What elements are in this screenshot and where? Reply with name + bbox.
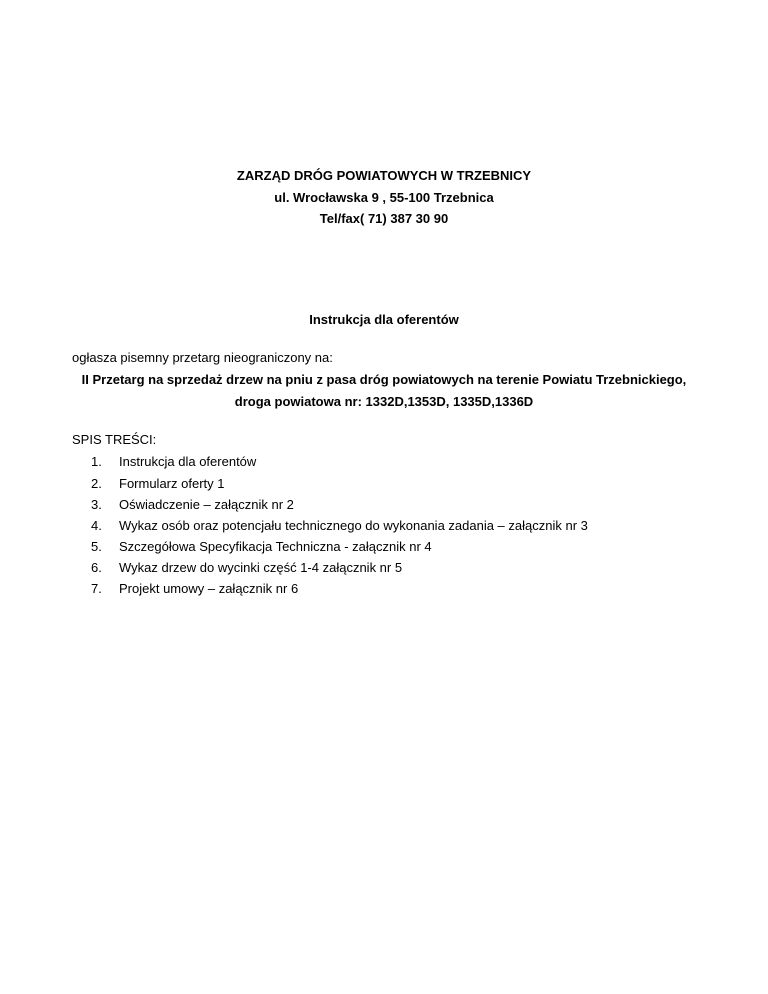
toc-item-text: Projekt umowy – załącznik nr 6	[119, 581, 299, 596]
organization-address: ul. Wrocławska 9 , 55-100 Trzebnica	[274, 190, 494, 205]
toc-item-number: 1.	[91, 454, 102, 469]
subject-line-2: droga powiatowa nr: 1332D,1353D, 1335D,1336D	[234, 394, 534, 409]
toc-item-number: 3.	[91, 497, 102, 512]
toc-item-text: Oświadczenie – załącznik nr 2	[119, 497, 294, 512]
announcement-text: ogłasza pisemny przetarg nieograniczony na:	[72, 350, 333, 365]
organization-name: ZARZĄD DRÓG POWIATOWYCH W TRZEBNICY	[236, 168, 532, 183]
subject-line-1: II Przetarg na sprzedaż drzew na pniu z pasa dróg powiatowych na terenie Powiatu Trzebnickiego,	[81, 372, 687, 387]
toc-heading: SPIS TREŚCI:	[72, 432, 157, 447]
toc-item-text: Szczegółowa Specyfikacja Techniczna - załącznik nr 4	[119, 539, 432, 554]
toc-item-text: Wykaz osób oraz potencjału technicznego do wykonania zadania – załącznik nr 3	[119, 518, 588, 533]
organization-phone: Tel/fax( 71) 387 30 90	[319, 211, 449, 226]
toc-item-text: Formularz oferty 1	[119, 476, 225, 491]
toc-item-text: Instrukcja dla oferentów	[119, 454, 257, 469]
toc-item-number: 6.	[91, 560, 102, 575]
toc-item-number: 2.	[91, 476, 102, 491]
document-title: Instrukcja dla oferentów	[309, 312, 459, 327]
toc-item-number: 7.	[91, 581, 102, 596]
toc-item-text: Wykaz drzew do wycinki część 1-4 załącznik nr 5	[119, 560, 403, 575]
toc-item-number: 5.	[91, 539, 102, 554]
toc-item-number: 4.	[91, 518, 102, 533]
